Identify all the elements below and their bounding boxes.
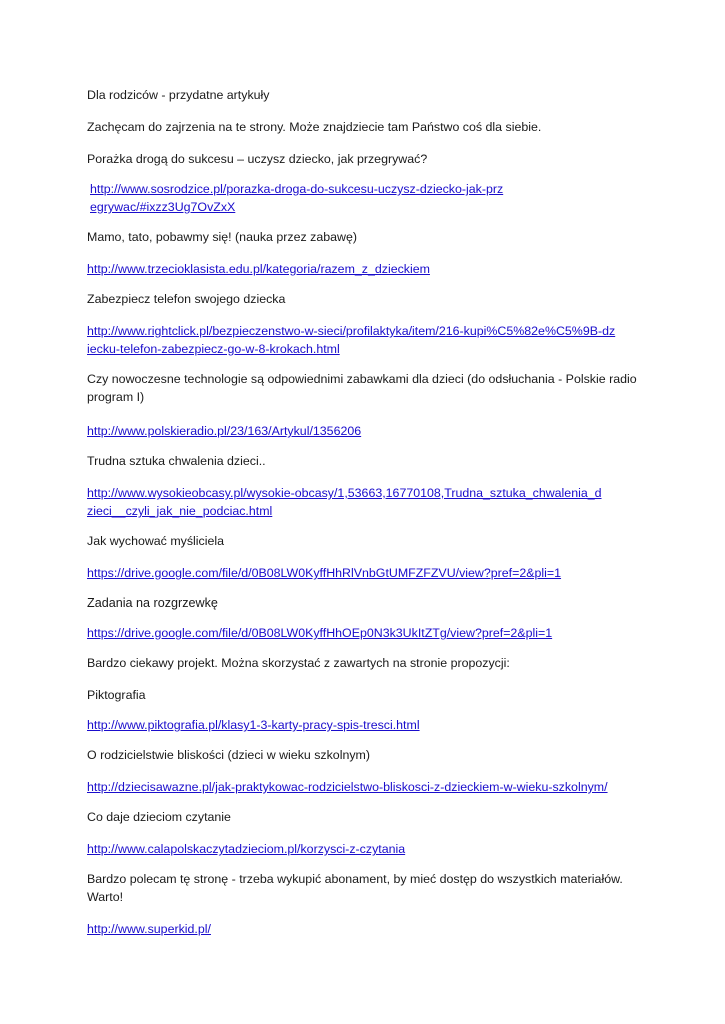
entry-link[interactable]: http://www.wysokieobcasy.pl/wysokie-obcasy/1,53663,16770108,Trudna_sztuka_chwalenia_dzieci__czyli_jak_nie_podciac.html bbox=[87, 486, 602, 518]
entry-label: Czy nowoczesne technologie są odpowiednimi zabawkami dla dzieci (do odsłuchania - Polskie radio program I) bbox=[87, 372, 637, 404]
entry-label: Porażka drogą do sukcesu – uczysz dziecko, jak przegrywać? bbox=[87, 152, 428, 166]
entry-link[interactable]: http://dziecisawazne.pl/jak-praktykowac-rodzicielstwo-bliskosci-z-dzieckiem-w-wieku-szkolnym/ bbox=[87, 780, 608, 794]
entry-label: Mamo, tato, pobawmy się! (nauka przez zabawę) bbox=[87, 230, 357, 244]
entry-link[interactable]: http://www.calapolskaczytadzieciom.pl/korzysci-z-czytania bbox=[87, 842, 406, 856]
entry-label: Jak wychować myśliciela bbox=[87, 534, 225, 548]
entry-link[interactable]: http://www.polskieradio.pl/23/163/Artykul/1356206 bbox=[87, 424, 362, 438]
entry-link[interactable]: http://www.sosrodzice.pl/porazka-droga-do-sukcesu-uczysz-dziecko-jak-przegrywac/#ixzz3Ug7OvZxX bbox=[90, 182, 504, 214]
entry-label: Zabezpiecz telefon swojego dziecka bbox=[87, 292, 286, 306]
entry-label: Bardzo polecam tę stronę - trzeba wykupić abonament, by mieć dostęp do wszystkich materiałów. Warto! bbox=[87, 872, 623, 904]
entry-link[interactable]: http://www.superkid.pl/ bbox=[87, 922, 211, 936]
doc-intro: Zachęcam do zajrzenia na te strony. Może znajdziecie tam Państwo coś dla siebie. bbox=[87, 120, 542, 134]
entry-link[interactable]: http://www.trzecioklasista.edu.pl/kategoria/razem_z_dzieckiem bbox=[87, 262, 430, 276]
entry-link[interactable]: https://drive.google.com/file/d/0B08LW0KyffHhRlVnbGtUMFZFZVU/view?pref=2&pli=1 bbox=[87, 566, 562, 580]
entry-label: Trudna sztuka chwalenia dzieci.. bbox=[87, 454, 266, 468]
entry-sublabel: Piktografia bbox=[87, 688, 146, 702]
entry-label: Co daje dzieciom czytanie bbox=[87, 810, 231, 824]
entry-label: Zadania na rozgrzewkę bbox=[87, 596, 218, 610]
entry-link[interactable]: http://www.piktografia.pl/klasy1-3-karty-pracy-spis-tresci.html bbox=[87, 718, 420, 732]
doc-title: Dla rodziców - przydatne artykuły bbox=[87, 88, 270, 102]
entry-label: O rodzicielstwie bliskości (dzieci w wieku szkolnym) bbox=[87, 748, 370, 762]
entry-link[interactable]: http://www.rightclick.pl/bezpieczenstwo-w-sieci/profilaktyka/item/216-kupi%C5%82e%C5%9B-dziecku-telefon-zabezpiecz-go-w-8-krokach.html bbox=[87, 324, 616, 356]
entry-link[interactable]: https://drive.google.com/file/d/0B08LW0KyffHhOEp0N3k3UkItZTg/view?pref=2&pli=1 bbox=[87, 626, 553, 640]
entry-label: Bardzo ciekawy projekt. Można skorzystać z zawartych na stronie propozycji: bbox=[87, 656, 510, 670]
